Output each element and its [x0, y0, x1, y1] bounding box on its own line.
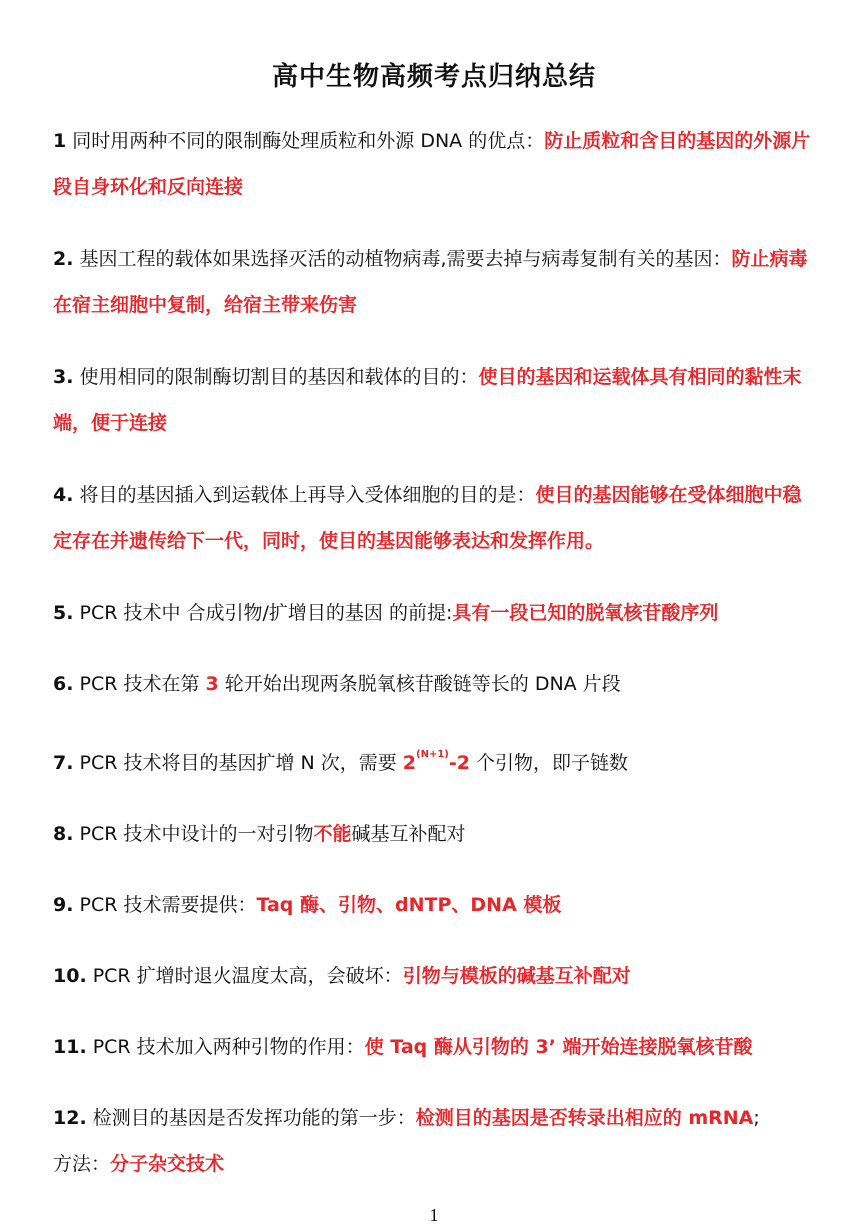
point-item-5: 5. PCR 技术中 合成引物/扩增目的基因 的前提:具有一段已知的脱氧核苷酸序列 [53, 602, 719, 624]
point-item-12: 12. 检测目的基因是否发挥功能的第一步：检测目的基因是否转录出相应的 mRNA; 方法：分子杂交技术 [53, 1107, 760, 1175]
point-item-11: 11. PCR 技术加入两种引物的作用：使 Taq 酶从引物的 3’ 端开始连接脱氧核苷酸 [53, 1036, 753, 1058]
point-item-6: 6. PCR 技术在第 3 轮开始出现两条脱氧核苷酸链等长的 DNA 片段 [53, 673, 621, 695]
point-item-10: 10. PCR 扩增时退火温度太高，会破坏：引物与模板的碱基互补配对 [53, 965, 631, 987]
point-item-2: 2. 基因工程的载体如果选择灭活的动植物病毒,需要去掉与病毒复制有关的基因：防止病毒在宿主细胞中复制，给宿主带来伤害 [53, 248, 808, 316]
point-list [53, 118, 819, 1187]
point-item-9: 9. PCR 技术需要提供：Taq 酶、引物、dNTP、DNA 模板 [53, 894, 562, 916]
page-number: 1 [429, 1205, 439, 1225]
point-item-8: 8. PCR 技术中设计的一对引物不能碱基互补配对 [53, 823, 466, 845]
point-item-7: 7. PCR 技术将目的基因扩增 N 次，需要 $2^{(N+1)}-2$ 个引物，即子链数 [53, 749, 629, 774]
point-item-4: 4. 将目的基因插入到运载体上再导入受体细胞的目的是：使目的基因能够在受体细胞中稳定存在并遗传给下一代，同时，使目的基因能够表达和发挥作用。 [53, 484, 802, 552]
point-item-1: 1 同时用两种不同的限制酶处理质粒和外源 DNA 的优点：防止质粒和含目的基因的外源片段自身环化和反向连接 [53, 130, 811, 198]
point-item-3: 3. 使用相同的限制酶切割目的基因和载体的目的：使目的基因和运载体具有相同的黏性末端，便于连接 [53, 366, 802, 434]
document-title: 高中生物高频考点归纳总结 [271, 62, 596, 92]
